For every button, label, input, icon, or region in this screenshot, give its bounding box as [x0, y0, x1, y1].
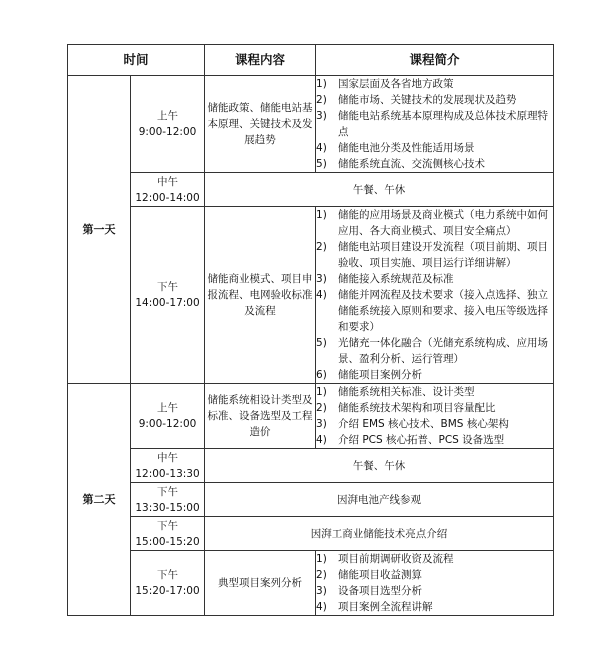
course-content: 典型项目案列分析 — [205, 551, 316, 616]
intro-list — [316, 551, 553, 615]
table-row — [68, 483, 554, 517]
list-item: 2) 储能市场、关键技术的发展现状及趋势 — [316, 94, 517, 106]
list-item: 5) 光储充一体化融合（光储充系统构成、应用场景、盈利分析、运行管理） — [316, 337, 549, 365]
time-cell — [131, 449, 205, 483]
list-item: 3) 储能接入系统规范及标准 — [316, 273, 454, 285]
list-item: 2) 储能电站项目建设开发流程（项目前期、项目验收、项目实施、项目运行详细讲解） — [316, 241, 549, 269]
header-content: 课程内容 — [205, 45, 316, 76]
course-content: 储能政策、储能电站基本原理、关键技术及发展趋势 — [205, 76, 316, 173]
day-label: 第一天 — [68, 76, 131, 384]
list-item: 2) 储能项目收益测算 — [316, 569, 423, 581]
hours-label: 15:00-15:20 — [135, 535, 200, 548]
time-cell — [131, 517, 205, 551]
intro-list — [316, 207, 553, 383]
list-item: 5) 储能系统直流、交流侧核心技术 — [316, 158, 486, 170]
course-intro — [316, 551, 554, 616]
course-intro — [316, 384, 554, 449]
session-note: 因湃电池产线参观 — [205, 483, 554, 517]
course-schedule-table — [67, 44, 554, 616]
period-label: 下午 — [157, 485, 178, 498]
list-item: 3) 介绍 EMS 核心技术、BMS 核心架构 — [316, 418, 509, 430]
course-intro — [316, 76, 554, 173]
session-note: 午餐、午休 — [205, 449, 554, 483]
intro-list — [316, 76, 553, 172]
list-item: 2) 储能系统技术架构和项目容量配比 — [316, 402, 496, 414]
table-row — [68, 76, 554, 173]
time-cell — [131, 483, 205, 517]
hours-label: 14:00-17:00 — [135, 297, 200, 309]
day-label: 第二天 — [68, 384, 131, 616]
list-item: 1) 国家层面及各省地方政策 — [316, 78, 454, 90]
time-cell — [131, 384, 205, 449]
course-content: 储能商业模式、项目申报流程、电网验收标准及流程 — [205, 207, 316, 384]
table-row — [68, 551, 554, 616]
table-row — [68, 384, 554, 449]
header-intro: 课程简介 — [316, 45, 554, 76]
hours-label: 12:00-14:00 — [135, 191, 200, 204]
period-label: 上午 — [157, 110, 178, 122]
list-item: 6) 储能项目案例分析 — [316, 369, 423, 381]
period-label: 上午 — [157, 402, 178, 414]
table-row — [68, 517, 554, 551]
period-label: 中午 — [157, 451, 178, 464]
period-label: 下午 — [157, 569, 178, 581]
list-item: 1) 项目前期调研收资及流程 — [316, 553, 454, 565]
list-item: 4) 介绍 PCS 核心拓普、PCS 设备选型 — [316, 434, 505, 446]
hours-label: 12:00-13:30 — [135, 467, 200, 480]
list-item: 3) 储能电站系统基本原理构成及总体技术原理特点 — [316, 110, 549, 138]
period-label: 下午 — [157, 281, 178, 293]
course-intro — [316, 207, 554, 384]
hours-label: 9:00-12:00 — [138, 126, 197, 138]
period-label: 下午 — [157, 519, 178, 532]
table-row — [68, 207, 554, 384]
header-row — [68, 45, 554, 76]
course-content: 储能系统相设计类型及标准、设备选型及工程造价 — [205, 384, 316, 449]
time-cell — [131, 173, 205, 207]
period-label: 中午 — [157, 175, 178, 188]
table-row — [68, 449, 554, 483]
intro-list — [316, 384, 553, 448]
list-item: 1) 储能的应用场景及商业模式（电力系统中如何应用、各大商业模式、项目安全痛点） — [316, 209, 549, 237]
time-cell — [131, 551, 205, 616]
list-item: 4) 储能电池分类及性能适用场景 — [316, 142, 475, 154]
hours-label: 9:00-12:00 — [138, 418, 197, 430]
session-note: 午餐、午休 — [205, 173, 554, 207]
time-cell — [131, 207, 205, 384]
hours-label: 15:20-17:00 — [135, 585, 200, 597]
list-item: 3) 设备项目选型分析 — [316, 585, 423, 597]
header-time: 时间 — [68, 45, 205, 76]
time-cell — [131, 76, 205, 173]
table-row — [68, 173, 554, 207]
session-note: 因湃工商业储能技术亮点介绍 — [205, 517, 554, 551]
hours-label: 13:30-15:00 — [135, 501, 200, 514]
list-item: 1) 储能系统相关标准、设计类型 — [316, 386, 475, 398]
list-item: 4) 储能并网流程及技术要求（接入点选择、独立储能系统接入原则和要求、接入电压等级选择和要求） — [316, 289, 549, 333]
list-item: 4) 项目案例全流程讲解 — [316, 601, 433, 613]
